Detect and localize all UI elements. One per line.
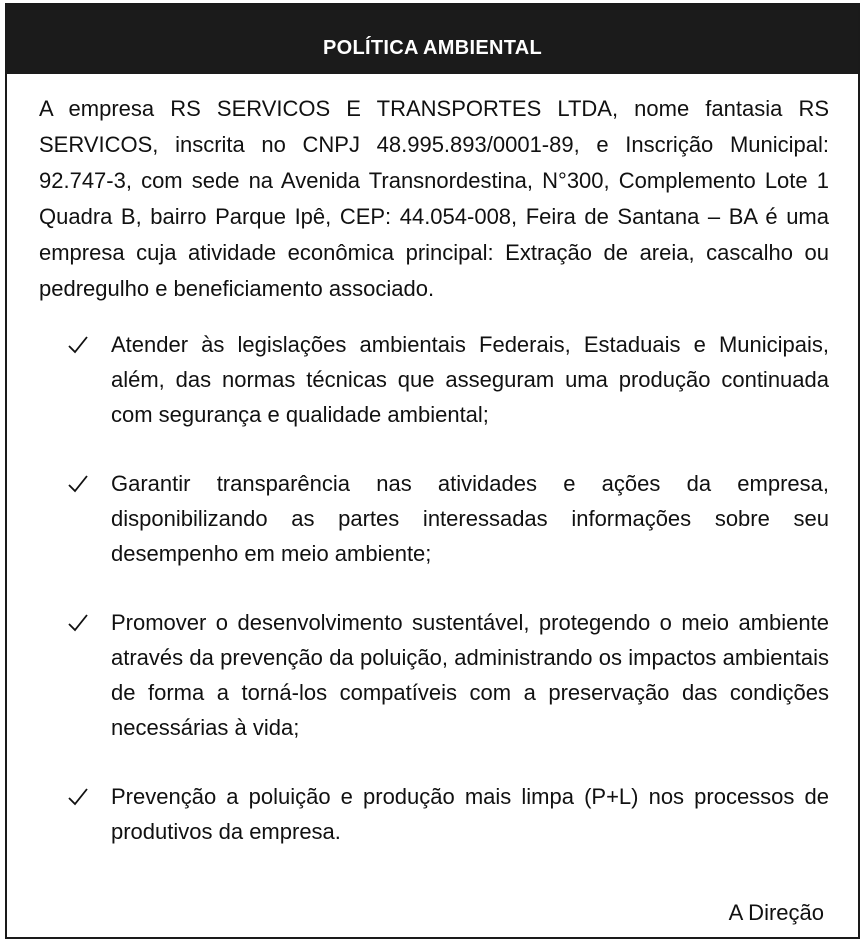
intro-paragraph: A empresa RS SERVICOS E TRANSPORTES LTDA, nome fantasia RS SERVICOS, inscrita no CNPJ 48.995.893/0001-89, e Inscrição Municipal: 92.747-3, com sede na Avenida Transnordestina, N°300, Complemento Lote 1 Quadra B, bairro Parque Ipê, CEP: 44.054-008, Feira de Santana – BA é uma empresa cuja atividade econômica principal: Extração de areia, cascalho ou pedregulho e beneficiamento associado. — [39, 96, 829, 301]
title-bar — [7, 5, 858, 74]
policy-document — [5, 3, 860, 939]
policy-item-text: Prevenção a poluição e produção mais limpa (P+L) nos processos de produtivos da empresa. — [111, 784, 829, 844]
checkmark-icon — [67, 474, 89, 494]
policy-item — [67, 466, 829, 571]
policy-list — [67, 327, 829, 883]
policy-item-text: Atender às legislações ambientais Federais, Estaduais e Municipais, além, das normas técnicas que asseguram uma produção continuada com segurança e qualidade ambiental; — [111, 332, 829, 427]
policy-item — [67, 327, 829, 432]
checkmark-icon — [67, 335, 89, 355]
policy-item-text: Garantir transparência nas atividades e ações da empresa, disponibilizando as partes interessadas informações sobre seu desempenho em meio ambiente; — [111, 471, 829, 566]
policy-item — [67, 605, 829, 745]
policy-item-text: Promover o desenvolvimento sustentável, protegendo o meio ambiente através da prevenção da poluição, administrando os impactos ambientais de forma a torná-los compatíveis com a preservação das condições necessárias à vida; — [111, 610, 829, 740]
checkmark-icon — [67, 787, 89, 807]
signature: A Direção — [728, 900, 824, 925]
document-title: POLÍTICA AMBIENTAL — [322, 37, 543, 59]
checkmark-icon — [67, 613, 89, 633]
policy-item — [67, 779, 829, 849]
